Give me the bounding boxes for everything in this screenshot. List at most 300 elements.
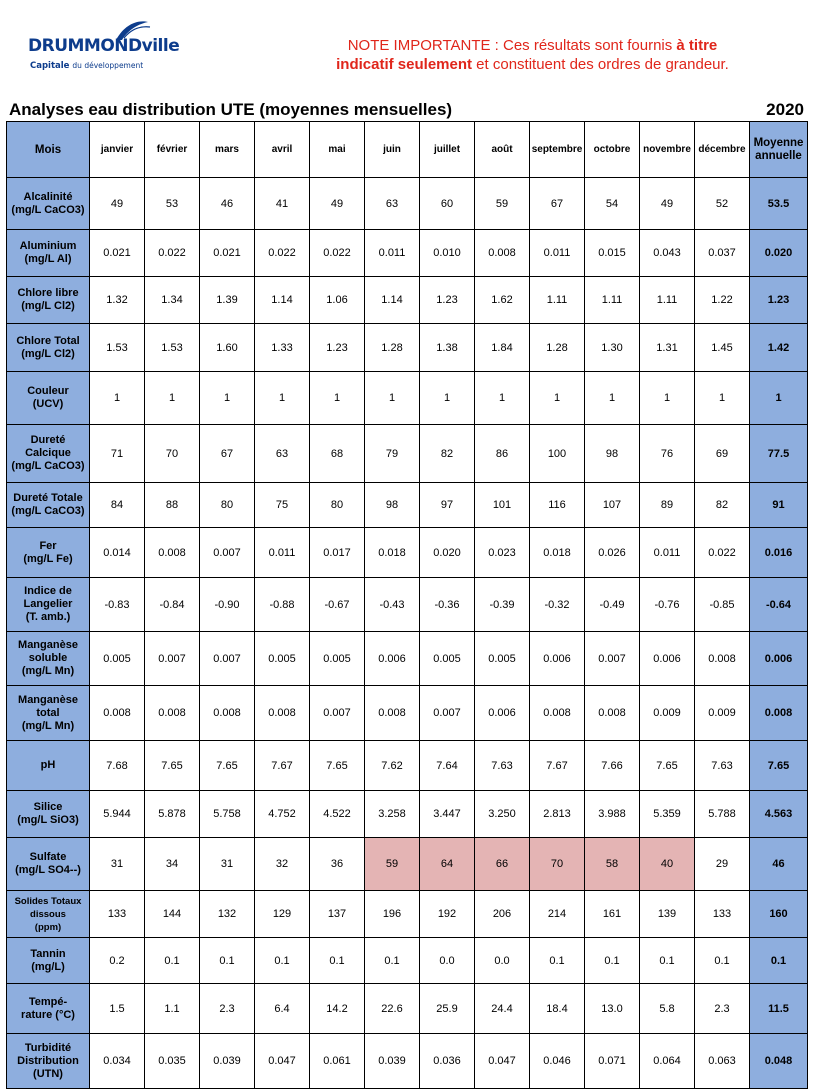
value-cell: 0.008 <box>145 528 200 578</box>
annual-average-cell: 0.1 <box>750 938 808 984</box>
value-cell: 29 <box>695 838 750 891</box>
month-header: juillet <box>420 122 475 178</box>
table-row <box>7 791 808 838</box>
value-cell: 1.23 <box>310 324 365 372</box>
value-cell: 0.1 <box>530 938 585 984</box>
parameter-label <box>7 230 90 277</box>
value-cell: 0.009 <box>640 686 695 741</box>
value-cell: 0.011 <box>530 230 585 277</box>
parameter-label-line: Turbidité <box>24 1041 72 1054</box>
value-cell: 5.359 <box>640 791 695 838</box>
value-cell: -0.84 <box>145 578 200 632</box>
value-cell: 0.008 <box>365 686 420 741</box>
value-cell: 63 <box>255 425 310 483</box>
value-cell: 31 <box>200 838 255 891</box>
value-cell: 1.38 <box>420 324 475 372</box>
note-prefix: NOTE IMPORTANTE : Ces résultats sont fournis <box>347 37 677 54</box>
month-header: avril <box>255 122 310 178</box>
value-cell: 58 <box>585 838 640 891</box>
value-cell: 0.047 <box>475 1034 530 1089</box>
parameter-label-line: rature (°C) <box>21 1008 75 1021</box>
annual-average-cell: 1 <box>750 372 808 425</box>
month-header: juin <box>365 122 420 178</box>
value-cell: 7.67 <box>530 741 585 791</box>
parameter-label-line: (ppm) <box>34 921 62 933</box>
value-cell: 34 <box>145 838 200 891</box>
value-cell: 1.39 <box>200 277 255 324</box>
value-cell: 0.005 <box>420 632 475 686</box>
value-cell: 0.010 <box>420 230 475 277</box>
value-cell: 97 <box>420 483 475 528</box>
value-cell: 4.522 <box>310 791 365 838</box>
parameter-label-line: (mg/L Cl2) <box>21 300 75 312</box>
value-cell: 49 <box>310 178 365 230</box>
value-cell: -0.76 <box>640 578 695 632</box>
corner-header: Mois <box>7 122 90 178</box>
value-cell: 64 <box>420 838 475 891</box>
value-cell: -0.43 <box>365 578 420 632</box>
parameter-label-line: Dureté <box>30 434 66 446</box>
header-row <box>7 122 808 178</box>
value-cell: 0.039 <box>365 1034 420 1089</box>
value-cell: 0.1 <box>365 938 420 984</box>
value-cell: 7.63 <box>695 741 750 791</box>
value-cell: 0.022 <box>255 230 310 277</box>
parameter-label-line: Silice <box>33 801 63 813</box>
month-header: février <box>145 122 200 178</box>
value-cell: 0.047 <box>255 1034 310 1089</box>
table-row <box>7 632 808 686</box>
value-cell: 6.4 <box>255 984 310 1034</box>
value-cell: 0.005 <box>475 632 530 686</box>
parameter-label-line: (mg/L Al) <box>24 253 72 265</box>
value-cell: 1.31 <box>640 324 695 372</box>
value-cell: -0.88 <box>255 578 310 632</box>
parameter-label-line: (mg/L Cl2) <box>21 347 75 360</box>
value-cell: 1.11 <box>585 277 640 324</box>
value-cell: 0.035 <box>145 1034 200 1089</box>
value-cell: 2.3 <box>200 984 255 1034</box>
parameter-label-line: Manganèse <box>18 639 78 651</box>
value-cell: 137 <box>310 891 365 938</box>
value-cell: 0.021 <box>200 230 255 277</box>
value-cell: 0.005 <box>90 632 145 686</box>
value-cell: 107 <box>585 483 640 528</box>
table-body <box>7 178 808 1089</box>
table-row <box>7 578 808 632</box>
value-cell: -0.39 <box>475 578 530 632</box>
value-cell: 1.28 <box>365 324 420 372</box>
value-cell: 31 <box>90 838 145 891</box>
value-cell: -0.67 <box>310 578 365 632</box>
parameter-label <box>7 483 90 528</box>
value-cell: 52 <box>695 178 750 230</box>
parameter-label <box>7 741 90 791</box>
value-cell: 46 <box>200 178 255 230</box>
note-suffix: et constituent des ordres de grandeur. <box>472 56 729 73</box>
table-row <box>7 1034 808 1089</box>
value-cell: 53 <box>145 178 200 230</box>
value-cell: 0.008 <box>585 686 640 741</box>
value-cell: 0.071 <box>585 1034 640 1089</box>
value-cell: 214 <box>530 891 585 938</box>
parameter-label-line: Manganèse <box>18 693 78 706</box>
parameter-label-line: (mg/L SO4--) <box>15 864 81 876</box>
value-cell: 0.005 <box>255 632 310 686</box>
year-label: 2020 <box>766 100 804 119</box>
value-cell: 76 <box>640 425 695 483</box>
value-cell: 63 <box>365 178 420 230</box>
parameter-label <box>7 277 90 324</box>
value-cell: 14.2 <box>310 984 365 1034</box>
annual-average-cell: 46 <box>750 838 808 891</box>
value-cell: 0.034 <box>90 1034 145 1089</box>
value-cell: 1.84 <box>475 324 530 372</box>
value-cell: 0.064 <box>640 1034 695 1089</box>
annual-average-cell: 0.008 <box>750 686 808 741</box>
parameter-label-line: Fer <box>39 539 57 552</box>
parameter-label <box>7 178 90 230</box>
value-cell: 1.14 <box>255 277 310 324</box>
value-cell: 79 <box>365 425 420 483</box>
value-cell: 0.007 <box>200 632 255 686</box>
value-cell: 0.061 <box>310 1034 365 1089</box>
parameter-label <box>7 938 90 984</box>
value-cell: 0.1 <box>255 938 310 984</box>
parameter-label <box>7 1034 90 1089</box>
value-cell: 0.063 <box>695 1034 750 1089</box>
value-cell: 0.011 <box>255 528 310 578</box>
value-cell: 49 <box>640 178 695 230</box>
value-cell: 100 <box>530 425 585 483</box>
value-cell: 0.008 <box>90 686 145 741</box>
value-cell: 0.043 <box>640 230 695 277</box>
value-cell: 101 <box>475 483 530 528</box>
value-cell: 0.1 <box>145 938 200 984</box>
value-cell: 0.009 <box>695 686 750 741</box>
parameter-label <box>7 791 90 838</box>
month-header: janvier <box>90 122 145 178</box>
parameter-label-line: Distribution <box>17 1054 79 1067</box>
value-cell: 0.005 <box>310 632 365 686</box>
value-cell: 0.1 <box>585 938 640 984</box>
value-cell: 4.752 <box>255 791 310 838</box>
value-cell: 1.14 <box>365 277 420 324</box>
value-cell: -0.36 <box>420 578 475 632</box>
value-cell: -0.85 <box>695 578 750 632</box>
value-cell: 196 <box>365 891 420 938</box>
annual-average-cell: 160 <box>750 891 808 938</box>
value-cell: -0.83 <box>90 578 145 632</box>
value-cell: 7.64 <box>420 741 475 791</box>
value-cell: 1.53 <box>90 324 145 372</box>
parameter-label <box>7 984 90 1034</box>
annual-average-cell: 4.563 <box>750 791 808 838</box>
value-cell: 67 <box>200 425 255 483</box>
value-cell: 5.788 <box>695 791 750 838</box>
value-cell: 0.021 <box>90 230 145 277</box>
parameter-label-line: Tannin <box>30 947 66 960</box>
value-cell: 133 <box>695 891 750 938</box>
annual-average-cell: 1.23 <box>750 277 808 324</box>
parameter-label <box>7 528 90 578</box>
value-cell: 75 <box>255 483 310 528</box>
value-cell: 66 <box>475 838 530 891</box>
parameter-label-line: (mg/L SiO3) <box>17 814 79 826</box>
value-cell: 7.65 <box>145 741 200 791</box>
value-cell: 0.036 <box>420 1034 475 1089</box>
value-cell: 139 <box>640 891 695 938</box>
value-cell: 1 <box>530 372 585 425</box>
value-cell: 129 <box>255 891 310 938</box>
parameter-label-line: Alcalinité <box>23 190 73 203</box>
parameter-label-line: Calcique <box>25 447 71 459</box>
parameter-label-line: Sulfate <box>29 851 67 863</box>
parameter-label-line: (mg/L CaCO3) <box>11 203 85 216</box>
table-row <box>7 891 808 938</box>
value-cell: 0.2 <box>90 938 145 984</box>
value-cell: 86 <box>475 425 530 483</box>
value-cell: 133 <box>90 891 145 938</box>
value-cell: 82 <box>420 425 475 483</box>
value-cell: 69 <box>695 425 750 483</box>
value-cell: 13.0 <box>585 984 640 1034</box>
value-cell: 40 <box>640 838 695 891</box>
parameter-label-line: (UCV) <box>32 398 64 410</box>
value-cell: 22.6 <box>365 984 420 1034</box>
table-row <box>7 483 808 528</box>
value-cell: 0.006 <box>365 632 420 686</box>
table-row <box>7 838 808 891</box>
value-cell: 0.026 <box>585 528 640 578</box>
value-cell: 80 <box>200 483 255 528</box>
parameter-label <box>7 838 90 891</box>
annual-average-header: Moyenne annuelle <box>750 122 808 178</box>
value-cell: 1 <box>640 372 695 425</box>
value-cell: 206 <box>475 891 530 938</box>
value-cell: 1.5 <box>90 984 145 1034</box>
value-cell: 192 <box>420 891 475 938</box>
table-row <box>7 425 808 483</box>
value-cell: 1.30 <box>585 324 640 372</box>
note-bold-1: à titre <box>676 37 718 54</box>
value-cell: 2.3 <box>695 984 750 1034</box>
value-cell: 2.813 <box>530 791 585 838</box>
annual-average-cell: 77.5 <box>750 425 808 483</box>
value-cell: 7.65 <box>200 741 255 791</box>
value-cell: 82 <box>695 483 750 528</box>
value-cell: 80 <box>310 483 365 528</box>
parameter-label-line: dissous <box>30 908 66 920</box>
table-row <box>7 741 808 791</box>
parameter-label <box>7 578 90 632</box>
value-cell: 0.0 <box>475 938 530 984</box>
value-cell: 1 <box>200 372 255 425</box>
annual-average-cell: 53.5 <box>750 178 808 230</box>
parameter-label-line: Chlore libre <box>17 287 79 299</box>
month-header: mai <box>310 122 365 178</box>
parameter-label-line: Couleur <box>27 385 69 397</box>
value-cell: 1.06 <box>310 277 365 324</box>
value-cell: 5.8 <box>640 984 695 1034</box>
value-cell: 41 <box>255 178 310 230</box>
value-cell: -0.32 <box>530 578 585 632</box>
value-cell: 0.007 <box>420 686 475 741</box>
value-cell: 49 <box>90 178 145 230</box>
value-cell: 1 <box>145 372 200 425</box>
value-cell: 1.60 <box>200 324 255 372</box>
value-cell: 59 <box>475 178 530 230</box>
annual-average-cell: 11.5 <box>750 984 808 1034</box>
parameter-label-line: pH <box>40 759 56 771</box>
value-cell: 0.008 <box>695 632 750 686</box>
parameter-label-line: Solides Totaux <box>14 895 82 907</box>
value-cell: 0.007 <box>200 528 255 578</box>
value-cell: 1.33 <box>255 324 310 372</box>
value-cell: 7.68 <box>90 741 145 791</box>
value-cell: 0.006 <box>475 686 530 741</box>
value-cell: 116 <box>530 483 585 528</box>
parameter-label-line: (T. amb.) <box>25 611 71 623</box>
value-cell: 1 <box>255 372 310 425</box>
value-cell: 59 <box>365 838 420 891</box>
value-cell: 3.258 <box>365 791 420 838</box>
parameter-label <box>7 632 90 686</box>
value-cell: 18.4 <box>530 984 585 1034</box>
annual-average-cell: 1.42 <box>750 324 808 372</box>
drummondville-logo <box>28 18 180 78</box>
value-cell: 0.008 <box>145 686 200 741</box>
parameter-label-line: (mg/L) <box>31 960 65 973</box>
value-cell: 1.1 <box>145 984 200 1034</box>
parameter-label-line: (mg/L CaCO3) <box>11 460 85 472</box>
value-cell: 0.008 <box>475 230 530 277</box>
value-cell: 0.017 <box>310 528 365 578</box>
value-cell: 0.018 <box>530 528 585 578</box>
note-bold-2: indicatif seulement <box>336 56 473 73</box>
page-title: Analyses eau distribution UTE (moyennes mensuelles) <box>9 100 453 119</box>
value-cell: 1 <box>585 372 640 425</box>
value-cell: 0.046 <box>530 1034 585 1089</box>
value-cell: 7.66 <box>585 741 640 791</box>
value-cell: 0.0 <box>420 938 475 984</box>
value-cell: 1 <box>365 372 420 425</box>
parameter-label <box>7 686 90 741</box>
month-header: octobre <box>585 122 640 178</box>
value-cell: 0.006 <box>640 632 695 686</box>
value-cell: 1.62 <box>475 277 530 324</box>
value-cell: 1.45 <box>695 324 750 372</box>
value-cell: 0.007 <box>585 632 640 686</box>
value-cell: 32 <box>255 838 310 891</box>
table-row <box>7 178 808 230</box>
value-cell: 36 <box>310 838 365 891</box>
parameter-label-line: Aluminium <box>19 240 77 252</box>
value-cell: 1 <box>420 372 475 425</box>
value-cell: 7.62 <box>365 741 420 791</box>
value-cell: 0.1 <box>640 938 695 984</box>
value-cell: 132 <box>200 891 255 938</box>
value-cell: 0.008 <box>255 686 310 741</box>
table-row <box>7 372 808 425</box>
value-cell: 1.53 <box>145 324 200 372</box>
value-cell: -0.90 <box>200 578 255 632</box>
value-cell: 1.23 <box>420 277 475 324</box>
month-header: décembre <box>695 122 750 178</box>
parameter-label-line: soluble <box>28 652 68 664</box>
value-cell: 25.9 <box>420 984 475 1034</box>
value-cell: 7.65 <box>640 741 695 791</box>
table-row <box>7 277 808 324</box>
value-cell: 3.988 <box>585 791 640 838</box>
parameter-label-line: (mg/L Mn) <box>21 665 75 677</box>
value-cell: 0.015 <box>585 230 640 277</box>
parameter-label-line: (mg/L Mn) <box>21 719 75 732</box>
table-row <box>7 686 808 741</box>
value-cell: 5.944 <box>90 791 145 838</box>
value-cell: 68 <box>310 425 365 483</box>
parameter-label-line: Tempé- <box>28 995 68 1008</box>
value-cell: 0.008 <box>530 686 585 741</box>
value-cell: 5.878 <box>145 791 200 838</box>
table-row <box>7 324 808 372</box>
table-row <box>7 230 808 277</box>
value-cell: 0.022 <box>145 230 200 277</box>
table-row <box>7 528 808 578</box>
value-cell: 67 <box>530 178 585 230</box>
value-cell: 3.250 <box>475 791 530 838</box>
parameter-label-line: Dureté Totale <box>13 492 83 504</box>
water-analysis-table <box>6 121 808 1089</box>
value-cell: 84 <box>90 483 145 528</box>
value-cell: 0.008 <box>200 686 255 741</box>
annual-average-cell: 7.65 <box>750 741 808 791</box>
value-cell: 0.018 <box>365 528 420 578</box>
value-cell: 1 <box>475 372 530 425</box>
value-cell: 1.34 <box>145 277 200 324</box>
value-cell: 0.011 <box>640 528 695 578</box>
annual-average-cell: 91 <box>750 483 808 528</box>
value-cell: 7.67 <box>255 741 310 791</box>
value-cell: 1.28 <box>530 324 585 372</box>
parameter-label <box>7 891 90 938</box>
value-cell: 0.007 <box>310 686 365 741</box>
value-cell: 1.11 <box>640 277 695 324</box>
value-cell: 144 <box>145 891 200 938</box>
month-header: novembre <box>640 122 695 178</box>
parameter-label <box>7 372 90 425</box>
parameter-label-line: Indice de <box>24 585 72 597</box>
annual-average-cell: -0.64 <box>750 578 808 632</box>
month-header: août <box>475 122 530 178</box>
value-cell: 0.020 <box>420 528 475 578</box>
value-cell: 89 <box>640 483 695 528</box>
value-cell: 7.63 <box>475 741 530 791</box>
parameter-label <box>7 425 90 483</box>
value-cell: 0.1 <box>695 938 750 984</box>
value-cell: 3.447 <box>420 791 475 838</box>
value-cell: -0.49 <box>585 578 640 632</box>
parameter-label-line: Chlore Total <box>16 334 80 347</box>
month-header: mars <box>200 122 255 178</box>
important-note <box>300 36 765 74</box>
parameter-label-line: Langelier <box>23 598 73 610</box>
value-cell: 0.011 <box>365 230 420 277</box>
value-cell: 0.006 <box>530 632 585 686</box>
logo-tagline: Capitale du développement <box>30 61 144 71</box>
parameter-label-line: (UTN) <box>33 1067 63 1080</box>
value-cell: 0.1 <box>200 938 255 984</box>
